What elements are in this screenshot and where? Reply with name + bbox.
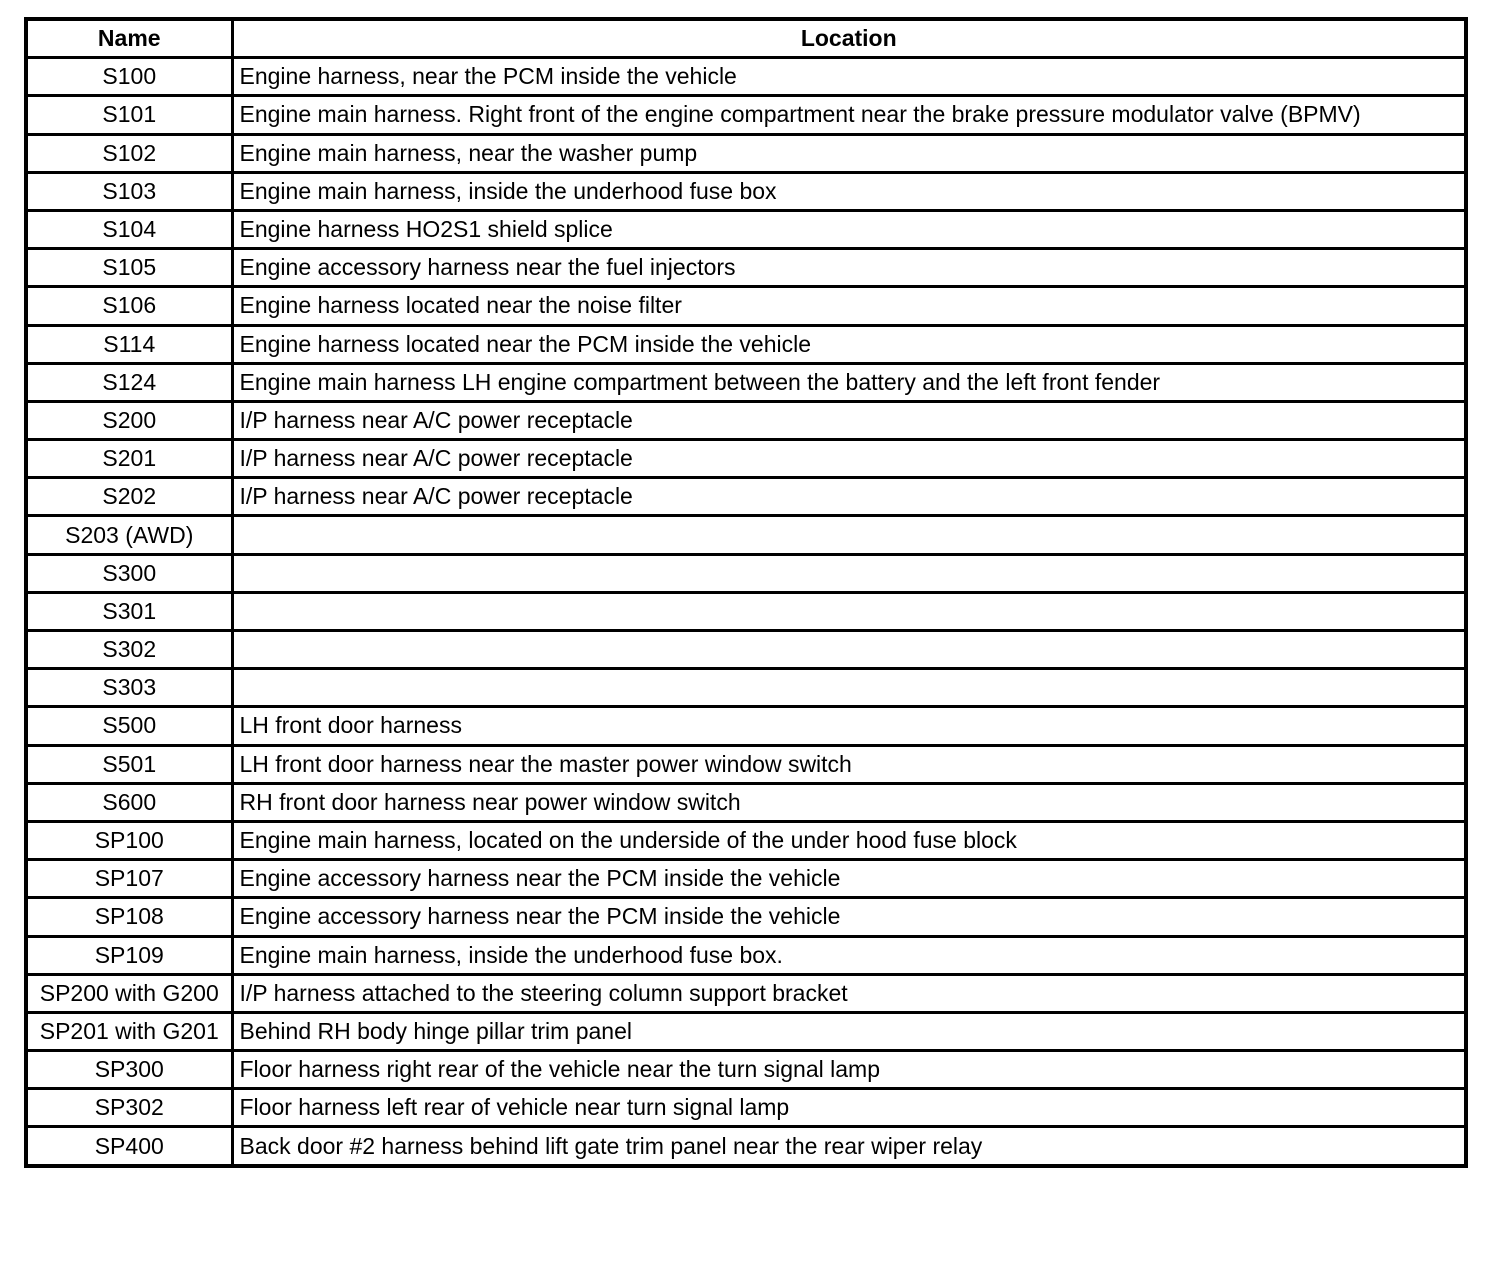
splice-name-cell: S201 [26,440,232,478]
table-row [26,1127,1466,1166]
splice-name-cell: S302 [26,631,232,669]
table-row [26,860,1466,898]
splice-name-cell: S106 [26,287,232,325]
table-row [26,172,1466,210]
splice-location-cell: Engine main harness, near the washer pump [232,134,1466,172]
splice-name-cell: SP302 [26,1089,232,1127]
splice-name-cell: SP108 [26,898,232,936]
splice-location-cell: Floor harness right rear of the vehicle near the turn signal lamp [232,1051,1466,1089]
splice-name-cell: SP201 with G201 [26,1012,232,1050]
splice-location-cell: Engine main harness, located on the underside of the under hood fuse block [232,821,1466,859]
splice-name-cell: SP400 [26,1127,232,1166]
splice-location-cell [232,516,1466,554]
splice-location-cell [232,592,1466,630]
splice-name-cell: S101 [26,96,232,134]
table-row [26,96,1466,134]
table-row [26,936,1466,974]
splice-location-table [24,17,1468,1168]
table-row [26,325,1466,363]
splice-location-cell: Floor harness left rear of vehicle near turn signal lamp [232,1089,1466,1127]
splice-location-cell: Engine main harness, inside the underhood fuse box. [232,936,1466,974]
splice-location-cell: Behind RH body hinge pillar trim panel [232,1012,1466,1050]
splice-location-cell: LH front door harness near the master power window switch [232,745,1466,783]
splice-name-cell: S203 (AWD) [26,516,232,554]
table-row [26,249,1466,287]
table-header [26,19,1466,58]
splice-name-cell: SP300 [26,1051,232,1089]
splice-location-cell: Engine main harness, inside the underhood fuse box [232,172,1466,210]
splice-location-cell: Engine harness located near the noise filter [232,287,1466,325]
table-row [26,745,1466,783]
table-row [26,478,1466,516]
table-row [26,669,1466,707]
splice-name-cell: S124 [26,363,232,401]
splice-name-cell: SP109 [26,936,232,974]
splice-location-cell: Back door #2 harness behind lift gate trim panel near the rear wiper relay [232,1127,1466,1166]
splice-name-cell: SP200 with G200 [26,974,232,1012]
table-row [26,287,1466,325]
table-row [26,821,1466,859]
splice-location-cell [232,631,1466,669]
table-row [26,210,1466,248]
splice-name-cell: S200 [26,401,232,439]
splice-name-cell: S600 [26,783,232,821]
splice-name-cell: S300 [26,554,232,592]
splice-location-cell: LH front door harness [232,707,1466,745]
splice-location-cell: Engine accessory harness near the fuel injectors [232,249,1466,287]
table-row [26,974,1466,1012]
splice-location-cell: Engine harness located near the PCM inside the vehicle [232,325,1466,363]
splice-name-cell: S303 [26,669,232,707]
splice-name-cell: S100 [26,58,232,96]
splice-name-cell: S501 [26,745,232,783]
name-column-header: Name [26,19,232,58]
table-row [26,134,1466,172]
table-row [26,363,1466,401]
splice-location-cell: I/P harness near A/C power receptacle [232,440,1466,478]
table-row [26,707,1466,745]
splice-name-cell: SP107 [26,860,232,898]
table-row [26,440,1466,478]
splice-name-cell: S105 [26,249,232,287]
splice-name-cell: S202 [26,478,232,516]
table-row [26,58,1466,96]
table-body [26,58,1466,1166]
splice-location-cell: I/P harness attached to the steering column support bracket [232,974,1466,1012]
table-row [26,401,1466,439]
table-row [26,516,1466,554]
splice-location-cell: Engine main harness LH engine compartment between the battery and the left front fender [232,363,1466,401]
splice-location-cell: Engine accessory harness near the PCM inside the vehicle [232,860,1466,898]
table-row [26,783,1466,821]
table-row [26,592,1466,630]
splice-name-cell: S102 [26,134,232,172]
table-row [26,898,1466,936]
splice-location-cell: I/P harness near A/C power receptacle [232,478,1466,516]
table-row [26,554,1466,592]
splice-name-cell: SP100 [26,821,232,859]
table-row [26,1012,1466,1050]
splice-location-cell [232,669,1466,707]
header-row [26,19,1466,58]
splice-name-cell: S500 [26,707,232,745]
splice-name-cell: S301 [26,592,232,630]
splice-name-cell: S114 [26,325,232,363]
splice-location-cell: RH front door harness near power window switch [232,783,1466,821]
location-column-header: Location [232,19,1466,58]
table-row [26,1089,1466,1127]
table-row [26,1051,1466,1089]
splice-location-cell: Engine harness HO2S1 shield splice [232,210,1466,248]
splice-location-cell: Engine harness, near the PCM inside the vehicle [232,58,1466,96]
splice-location-cell: Engine accessory harness near the PCM inside the vehicle [232,898,1466,936]
splice-name-cell: S104 [26,210,232,248]
splice-name-cell: S103 [26,172,232,210]
table-row [26,631,1466,669]
splice-location-cell: Engine main harness. Right front of the engine compartment near the brake pressure modulator valve (BPMV) [232,96,1466,134]
splice-location-cell [232,554,1466,592]
splice-location-cell: I/P harness near A/C power receptacle [232,401,1466,439]
